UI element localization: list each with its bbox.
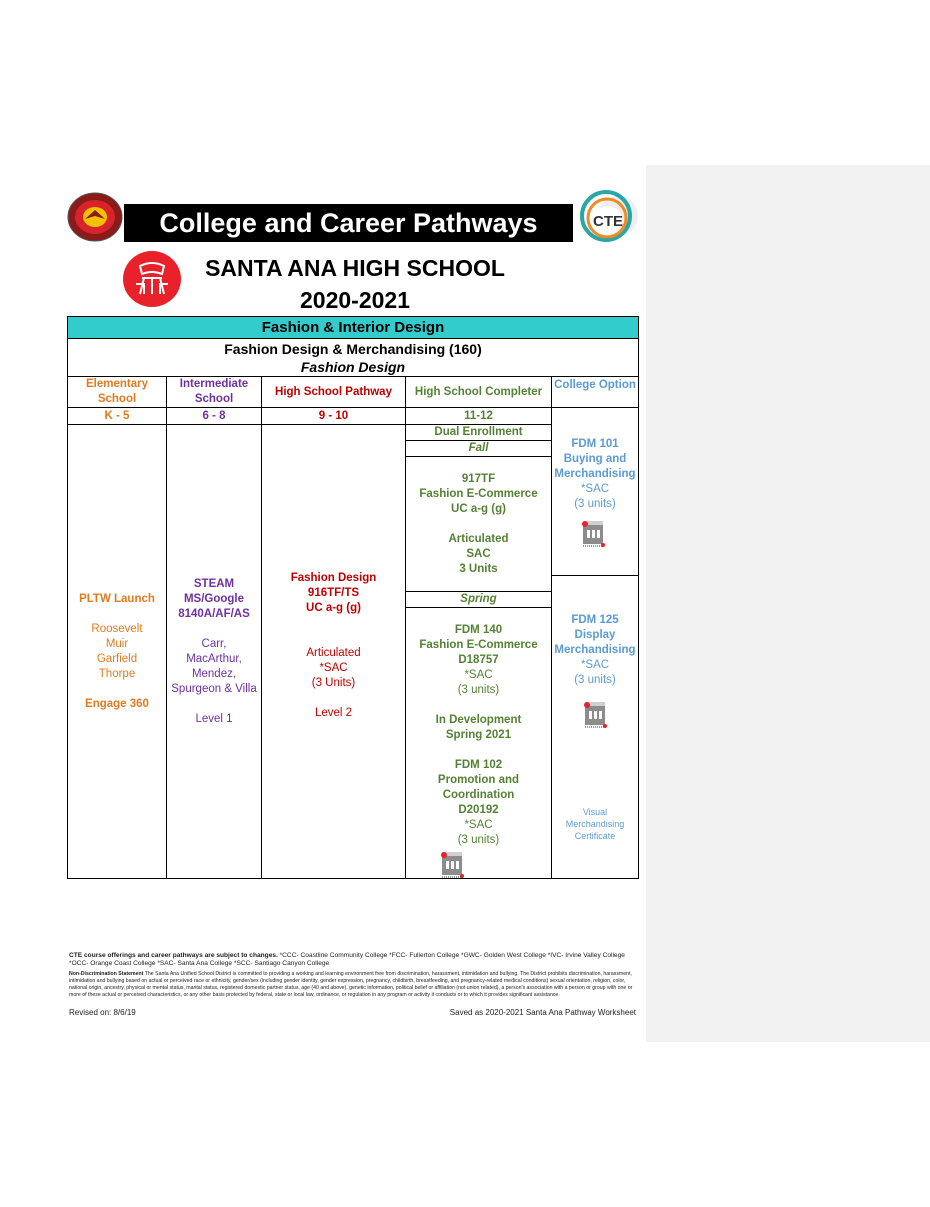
college-course: Buying and (563, 453, 627, 465)
changes-note: CTE course offerings and career pathways are subject to changes. (69, 952, 278, 959)
college-course: FDM 125 (571, 614, 619, 626)
intermediate-cell (166, 424, 262, 879)
grade-hs-pathway: 9 - 10 (261, 407, 406, 425)
hs-pathway-articulation: *SAC (319, 661, 348, 674)
intermediate-school: Carr, (201, 637, 227, 650)
spring-course-info: *SAC (464, 819, 493, 831)
spring-course: D18757 (458, 654, 499, 666)
spring-course: D20192 (458, 804, 499, 816)
college-building-icon (439, 849, 465, 879)
spring-course: Coordination (442, 789, 515, 801)
college-course-info: *SAC (580, 659, 610, 671)
fall-label: Fall (405, 440, 552, 457)
elementary-school: Garfield (96, 652, 138, 665)
nondiscrimination-label: Non-Discrimination Statement (69, 971, 144, 977)
fall-course: 917TF (461, 472, 496, 485)
college-course: Merchandising (554, 644, 636, 656)
spring-course: FDM 140 (454, 624, 503, 636)
col-elementary: Elementary School (67, 376, 167, 408)
certificate-line: Merchandising (565, 819, 625, 829)
district-logo (67, 192, 123, 242)
college-course-info: (3 units) (574, 498, 616, 510)
nondiscrimination-text: The Santa Ana Unified School District is committed to providing a working and learning environment free from discrimination, harassment, intimidation and bullying. The District prohibits discrimination, harassment, intimidation and bullying based on actual or perceived race or ethnicity, gender/sex (including gender identity, gender expression, pregnancy, childbirth, breastfeeding, and pregnancy-related medical conditions) sexual orientation, religion, color, national origin, ancestry, physical or mental status, marital status, registered domestic partner status, age (40 and above), genetic information, political belief or affiliation (not union related), a person's association with a person or group with one or more of these actual or perceived characteristics, or any other basis protected by federal, state or local law, ordinance, or regulation in any program or activity it conducts or to which it provides significant assistance. (69, 971, 633, 998)
hs-pathway-articulation: Articulated (306, 646, 361, 659)
spring-course: Promotion and (437, 774, 520, 786)
footer-notes (69, 952, 636, 968)
elementary-school: Roosevelt (91, 622, 143, 635)
spring-course-info: *SAC (464, 669, 493, 681)
intermediate-program: STEAM (193, 577, 235, 590)
college-course-info: (3 units) (574, 674, 616, 686)
school-logo (122, 250, 182, 308)
grade-intermediate: 6 - 8 (166, 407, 262, 425)
college-course: FDM 101 (571, 438, 619, 450)
elementary-school: Muir (105, 637, 129, 650)
spring-label: Spring (405, 591, 552, 608)
in-development: In Development (435, 714, 522, 726)
spring-course: Fashion E-Commerce (419, 639, 538, 651)
saved-as: Saved as 2020-2021 Santa Ana Pathway Worksheet (449, 1008, 636, 1017)
school-heading (190, 252, 520, 316)
col-hs-completer: High School Completer (405, 376, 552, 408)
col-college: College Option (551, 376, 639, 408)
pathway-name: Fashion Design & Merchandising (160) (224, 340, 482, 357)
nondiscrimination-statement (69, 971, 636, 999)
college-building-icon (582, 699, 608, 729)
college-course-info: *SAC (580, 483, 610, 495)
elementary-program: PLTW Launch (79, 592, 155, 605)
hs-pathway-articulation: (3 Units) (311, 676, 356, 689)
school-year: 2020-2021 (300, 287, 410, 313)
spring-course-info: (3 units) (457, 834, 500, 846)
college-course: Merchandising (554, 468, 636, 480)
college-cell-1 (551, 407, 639, 576)
college-building-icon (580, 518, 606, 548)
side-panel (646, 165, 930, 1042)
col-hs-pathway: High School Pathway (261, 376, 406, 408)
sector-header: Fashion & Interior Design (67, 316, 639, 339)
fall-course: UC a-g (g) (451, 502, 506, 515)
elementary-school: Thorpe (98, 667, 136, 680)
college-abbreviations: *CCC- Coastline Community College *FCC- Fullerton College *GWC- Golden West College *IVC- Irvine Valley College *OCC- Orange Coast College *SAC- Santa Ana College *SCC- Santiago Canyon College (69, 952, 625, 967)
certificate-line: Visual (582, 807, 608, 817)
grade-hs-completer: 11-12 (405, 407, 552, 425)
page-title: College and Career Pathways (124, 204, 573, 242)
intermediate-school: Spurgeon & Villa (171, 682, 257, 695)
intermediate-level: Level 1 (195, 712, 233, 725)
hs-pathway-level: Level 2 (314, 706, 353, 719)
fall-cell (405, 456, 552, 592)
hs-pathway-course: Fashion Design (290, 571, 377, 584)
hs-pathway-course: UC a-g (g) (306, 601, 361, 614)
elementary-cell (67, 424, 167, 879)
dual-enrollment-label: Dual Enrollment (405, 424, 552, 441)
fall-articulation: SAC (466, 547, 491, 560)
cte-logo (574, 188, 640, 244)
pathway-header (67, 338, 639, 377)
in-development: Spring 2021 (445, 729, 512, 741)
certificate-label (552, 806, 638, 842)
hs-pathway-course: 916TF/TS (307, 586, 360, 599)
pathway-sub: Fashion Design (300, 358, 406, 375)
spring-course: FDM 102 (454, 759, 503, 771)
intermediate-school: MacArthur, (186, 652, 242, 665)
fall-articulation: Articulated (448, 532, 509, 545)
intermediate-school: Mendez, (191, 667, 237, 680)
grade-elementary: K - 5 (67, 407, 167, 425)
intermediate-program: 8140A/AF/AS (178, 607, 250, 620)
spring-cell (405, 607, 552, 879)
college-course: Display (574, 629, 616, 641)
spring-course-info: (3 units) (457, 684, 500, 696)
school-name: SANTA ANA HIGH SCHOOL (205, 255, 505, 281)
certificate-line: Certificate (574, 831, 616, 841)
elementary-extra: Engage 360 (85, 697, 149, 710)
intermediate-program: MS/Google (183, 592, 245, 605)
cte-logo-text: CTE (593, 213, 623, 230)
hs-pathway-cell (261, 424, 406, 879)
fall-articulation: 3 Units (459, 562, 498, 575)
col-intermediate: Intermediate School (166, 376, 262, 408)
fall-course: Fashion E-Commerce (419, 487, 538, 500)
revised-date: Revised on: 8/6/19 (69, 1008, 136, 1017)
